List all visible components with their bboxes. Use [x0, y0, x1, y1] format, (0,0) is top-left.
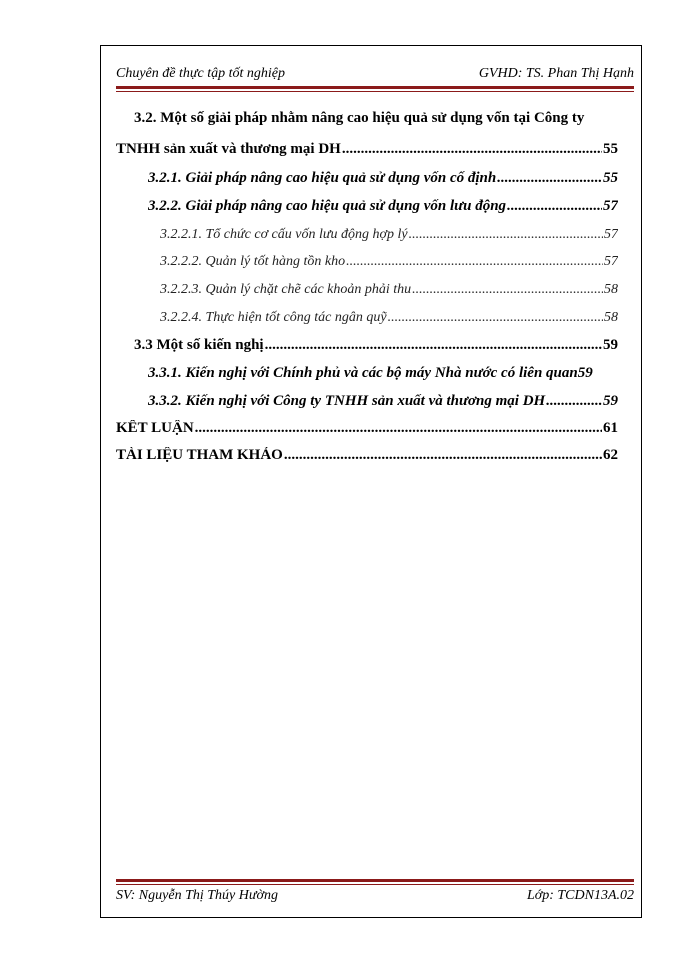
toc-entry-3-2-2-3[interactable]: 3.2.2.3. Quản lý chặt chẽ các khoản phải thu ..... 58	[160, 282, 618, 298]
page-header	[116, 66, 634, 82]
page-number: 55	[603, 170, 618, 186]
leader-dots	[195, 420, 602, 437]
page-number: 55	[603, 141, 618, 157]
toc-entry-3-2-2-1[interactable]: 3.2.2.1. Tổ chức cơ cấu vốn lưu động hợp lý ..... 57	[160, 227, 618, 243]
leader-dots	[265, 337, 602, 354]
page-number: 57	[604, 227, 618, 242]
header-rule	[116, 86, 634, 92]
footer-class: Lớp: TCDN13A.02	[526, 888, 634, 903]
toc-entry-3-2-2[interactable]: 3.2.2. Giải pháp nâng cao hiệu quả sử dụng vốn lưu động ..... 57	[148, 198, 618, 215]
leader-dots	[412, 282, 603, 298]
footer-rule	[116, 879, 634, 885]
toc-entry-ket-luan[interactable]: KẾT LUẬN ..... 61	[116, 420, 618, 437]
leader-dots	[342, 141, 602, 158]
footer-student: SV: Nguyễn Thị Thúy Hường	[116, 888, 278, 903]
toc-entry-tai-lieu[interactable]: TÀI LIỆU THAM KHẢO ..... 62	[116, 447, 618, 464]
leader-dots	[388, 310, 603, 326]
header-advisor: GVHD: TS. Phan Thị Hạnh	[478, 66, 634, 81]
toc-entry-3-3[interactable]: 3.3 Một số kiến nghị ..... 59	[134, 337, 618, 354]
page-number: 58	[604, 310, 618, 325]
toc-entry-3-2-2-2[interactable]: 3.2.2.2. Quản lý tốt hàng tồn kho ..... 57	[160, 254, 618, 270]
leader-dots	[507, 198, 602, 215]
page-number: 62	[603, 447, 618, 463]
toc-entry-3-2-cont[interactable]: TNHH sản xuất và thương mại DH ..... 55	[116, 141, 618, 158]
toc-entry-3-2-1[interactable]: 3.2.1. Giải pháp nâng cao hiệu quả sử dụng vốn cố định ..... 55	[148, 170, 618, 187]
leader-dots	[346, 254, 603, 270]
page-number: 57	[603, 198, 618, 214]
page-number: 59	[577, 365, 593, 381]
header-thesis-title: Chuyên đề thực tập tốt nghiệp	[116, 66, 285, 81]
toc-entry-3-2[interactable]: 3.2. Một số giải pháp nhằm nâng cao hiệu quả sử dụng vốn tại Công ty	[134, 110, 585, 126]
page-number: 57	[604, 254, 618, 269]
page-number: 59	[603, 337, 618, 353]
leader-dots	[497, 170, 602, 187]
leader-dots	[409, 227, 603, 243]
page-footer	[116, 888, 634, 904]
leader-dots	[546, 393, 602, 410]
leader-dots	[284, 447, 602, 464]
page-number: 59	[603, 393, 618, 409]
page-number: 58	[604, 282, 618, 297]
toc-entry-3-3-1[interactable]: 3.3.1. Kiến nghị với Chính phủ và các bộ máy Nhà nước có liên quan 59	[148, 365, 593, 381]
page-number: 61	[603, 420, 618, 436]
toc-entry-3-3-2[interactable]: 3.3.2. Kiến nghị với Công ty TNHH sản xuất và thương mại DH ..... 59	[148, 393, 618, 410]
toc-entry-3-2-2-4[interactable]: 3.2.2.4. Thực hiện tốt công tác ngân quỹ ..... 58	[160, 310, 618, 326]
